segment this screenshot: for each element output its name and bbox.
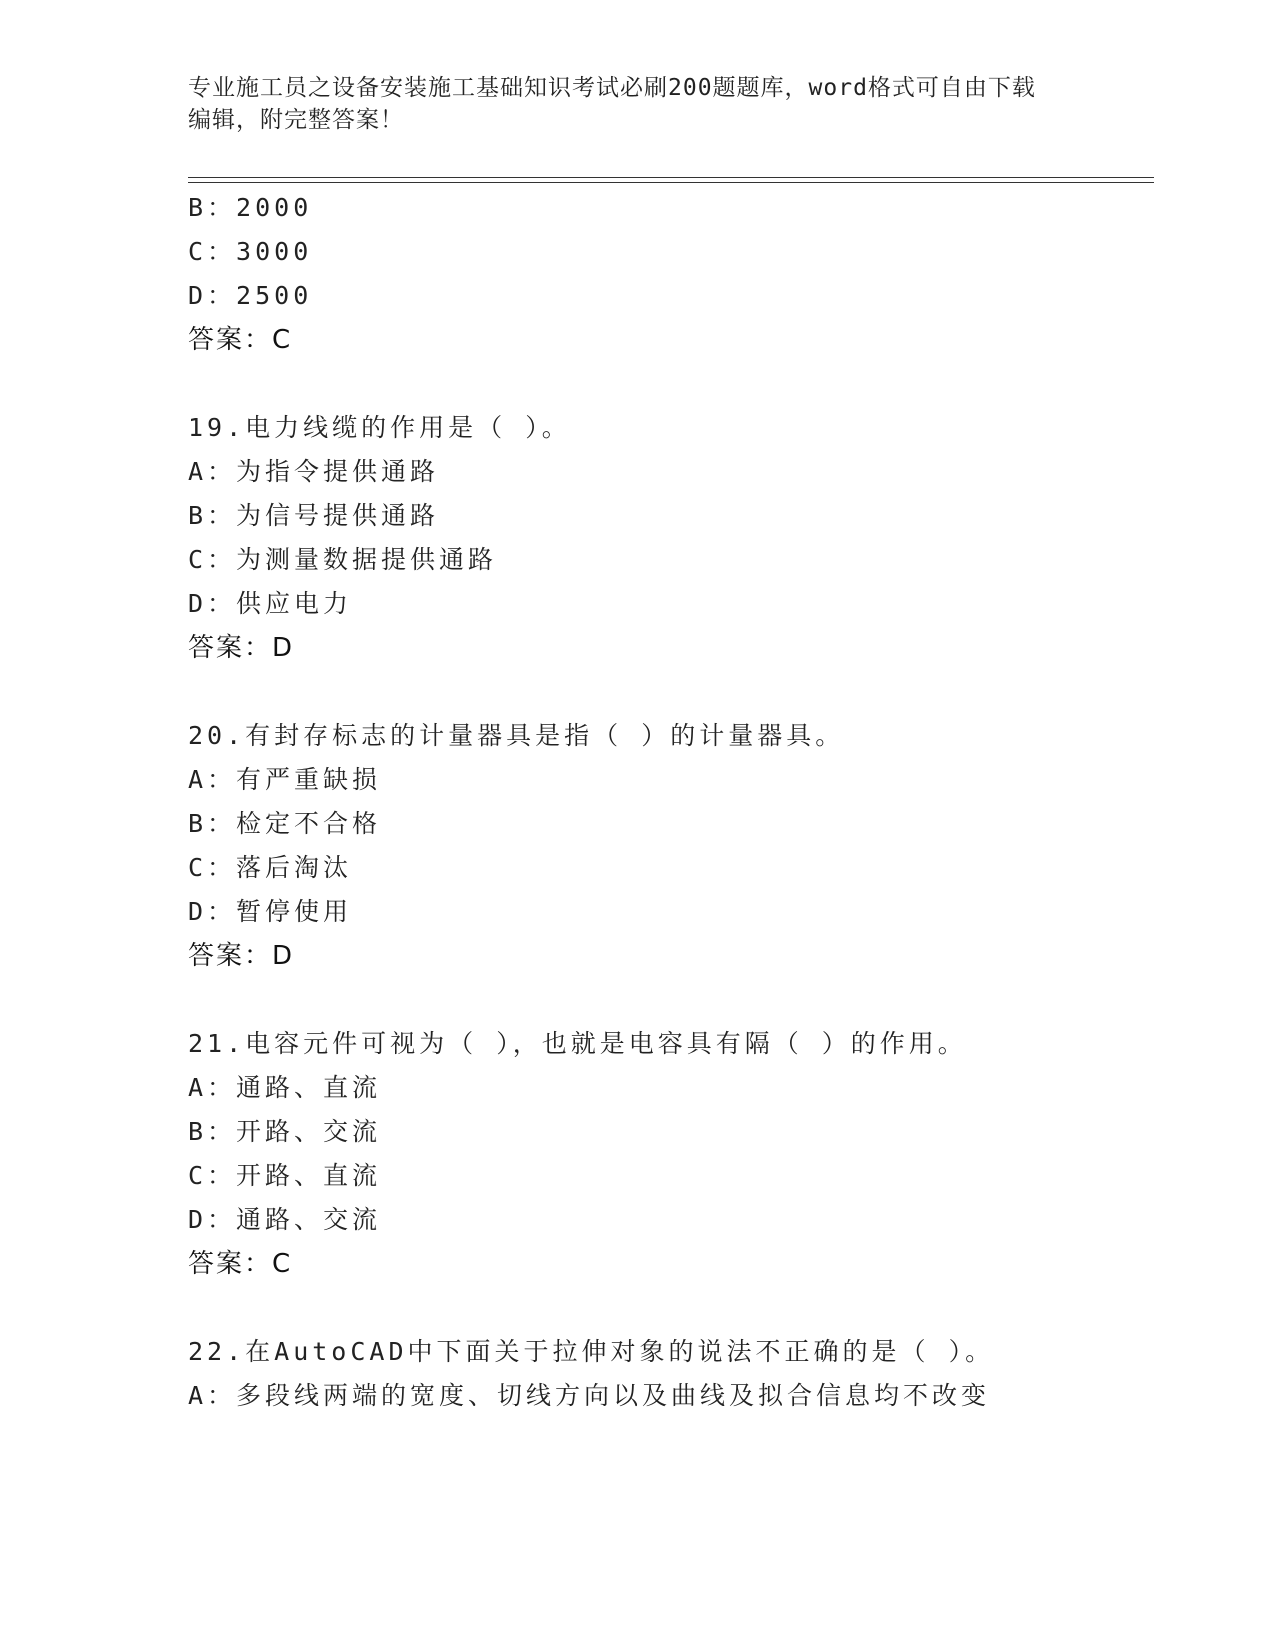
question-stem: 20.有封存标志的计量器具是指（ ）的计量器具。 (188, 721, 845, 750)
question-stem: 22.在AutoCAD中下面关于拉伸对象的说法不正确的是（ ）。 (188, 1337, 995, 1366)
answer-line: 答案：C (188, 1249, 293, 1279)
option-b: B：2000 (188, 193, 313, 222)
option-a: A：为指令提供通路 (188, 457, 440, 486)
option-c: C：3000 (188, 237, 313, 266)
header-line-2: 编辑，附完整答案！ (188, 107, 404, 133)
header-divider-bottom (188, 182, 1154, 183)
option-c: C：落后淘汰 (188, 853, 353, 882)
answer-line: 答案：D (188, 633, 295, 663)
answer-line: 答案：C (188, 325, 293, 355)
option-d: D：供应电力 (188, 589, 353, 618)
option-b: B：检定不合格 (188, 809, 382, 838)
question-stem: 19.电力线缆的作用是（ ）。 (188, 413, 571, 442)
header-divider-top (188, 177, 1154, 178)
option-c: C：为测量数据提供通路 (188, 545, 498, 574)
option-a: A：多段线两端的宽度、切线方向以及曲线及拟合信息均不改变 (188, 1381, 991, 1410)
option-a: A：有严重缺损 (188, 765, 382, 794)
option-d: D：暂停使用 (188, 897, 353, 926)
option-d: D：2500 (188, 281, 313, 310)
question-stem: 21.电容元件可视为（ ），也就是电容具有隔（ ）的作用。 (188, 1029, 967, 1058)
option-c: C：开路、直流 (188, 1161, 382, 1190)
header-line-1: 专业施工员之设备安装施工基础知识考试必刷200题题库，word格式可自由下载 (188, 75, 1036, 101)
option-d: D：通路、交流 (188, 1205, 382, 1234)
option-b: B：为信号提供通路 (188, 501, 440, 530)
document-header (188, 72, 1068, 136)
answer-line: 答案：D (188, 941, 295, 971)
option-b: B：开路、交流 (188, 1117, 382, 1146)
option-a: A：通路、直流 (188, 1073, 382, 1102)
